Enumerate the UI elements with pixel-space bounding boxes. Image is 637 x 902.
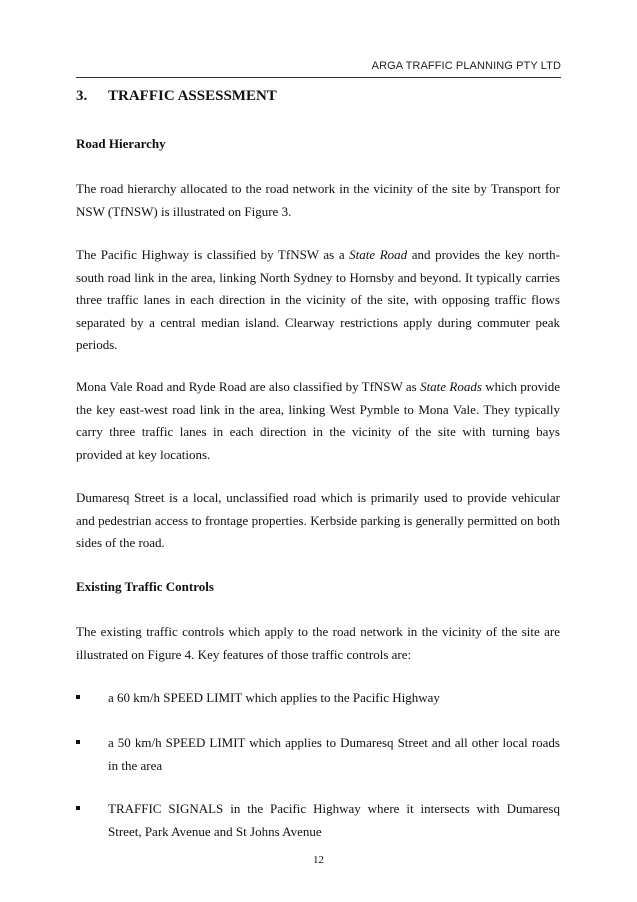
list-item <box>76 687 560 710</box>
paragraph-dumaresq-street: Dumaresq Street is a local, unclassified road which is primarily used to provide vehicular and pedestrian access to frontage properties. Kerbside parking is generally permitted on both sides of the road. <box>76 490 560 550</box>
list-item-text: a 50 km/h SPEED LIMIT which applies to Dumaresq Street and all other local roads in the area <box>108 735 560 773</box>
bullet-marker <box>76 806 80 810</box>
list-item <box>76 732 560 777</box>
text-run: Mona Vale Road and Ryde Road are also classified by TfNSW as <box>76 379 421 394</box>
subheading-existing-traffic-controls: Existing Traffic Controls <box>76 579 214 594</box>
bullet-marker <box>76 695 80 699</box>
paragraph-pacific-highway <box>76 244 560 357</box>
list-item-text: TRAFFIC SIGNALS in the Pacific Highway where it intersects with Dumaresq Street, Park Avenue and St Johns Avenue <box>108 801 560 839</box>
text-run: and provides the key north-south road link in the area, linking North Sydney to Hornsby and beyond. It typically carries three traffic lanes in each direction in the vicinity of the site, with opposing traffic flows separated by a central median island. Clearway restrictions apply during commuter peak periods. <box>76 247 561 352</box>
section-title: TRAFFIC ASSESSMENT <box>108 88 277 104</box>
list-item-text: a 60 km/h SPEED LIMIT which applies to the Pacific Highway <box>108 690 440 705</box>
subheading-road-hierarchy: Road Hierarchy <box>76 136 166 151</box>
text-run: The Pacific Highway is classified by TfNSW as a <box>76 247 350 262</box>
running-header: ARGA TRAFFIC PLANNING PTY LTD <box>371 60 561 72</box>
text-run: which provide the key east-west road link in the area, linking West Pymble to Mona Vale. They typically carry three traffic lanes in each direction in the vicinity of the site with turning bays provided at key locations. <box>76 379 561 462</box>
paragraph-road-hierarchy-intro: The road hierarchy allocated to the road network in the vicinity of the site by Transport for NSW (TfNSW) is illustrated on Figure 3. <box>76 181 560 219</box>
section-number: 3. <box>76 88 88 104</box>
paragraph-mona-vale-ryde <box>76 376 560 466</box>
emphasis-state-roads: State Roads <box>420 379 482 394</box>
page-number: 12 <box>313 854 324 866</box>
paragraph-traffic-controls-intro: The existing traffic controls which apply to the road network in the vicinity of the site are illustrated on Figure 4. Key features of those traffic controls are: <box>76 624 560 662</box>
emphasis-state-road: State Road <box>349 247 408 262</box>
header-rule <box>76 77 561 78</box>
bullet-marker <box>76 740 80 744</box>
section-heading <box>76 88 277 105</box>
list-item <box>76 798 560 843</box>
